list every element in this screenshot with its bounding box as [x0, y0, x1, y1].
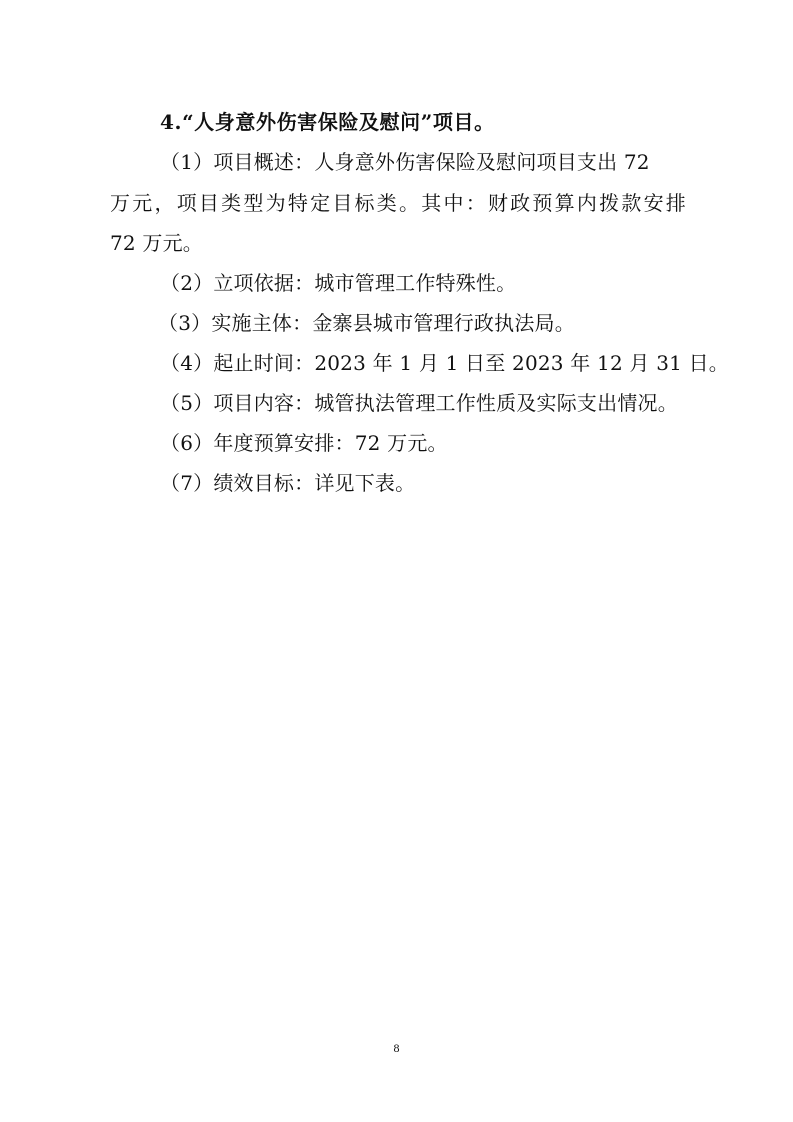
- page-number: 8: [393, 1041, 400, 1055]
- item-1-line-3: 72 万元。: [110, 231, 204, 255]
- item-6: （6）年度预算安排：72 万元。: [160, 431, 448, 455]
- item-1-line-2: 万元，项目类型为特定目标类。其中：财政预算内拨款安排: [110, 191, 686, 215]
- item-4: （4）起止时间：2023 年 1 月 1 日至 2023 年 12 月 31 日。: [160, 351, 730, 375]
- item-5: （5）项目内容：城管执法管理工作性质及实际支出情况。: [160, 391, 678, 415]
- item-7: （7）绩效目标：详见下表。: [160, 471, 416, 495]
- item-3: （3）实施主体：金寨县城市管理行政执法局。: [158, 311, 575, 335]
- item-1-line-1: （1）项目概述：人身意外伤害保险及慰问项目支出 72: [160, 150, 650, 174]
- item-2: （2）立项依据：城市管理工作特殊性。: [160, 271, 517, 295]
- section-heading: 4.“人身意外伤害保险及慰问”项目。: [160, 110, 495, 134]
